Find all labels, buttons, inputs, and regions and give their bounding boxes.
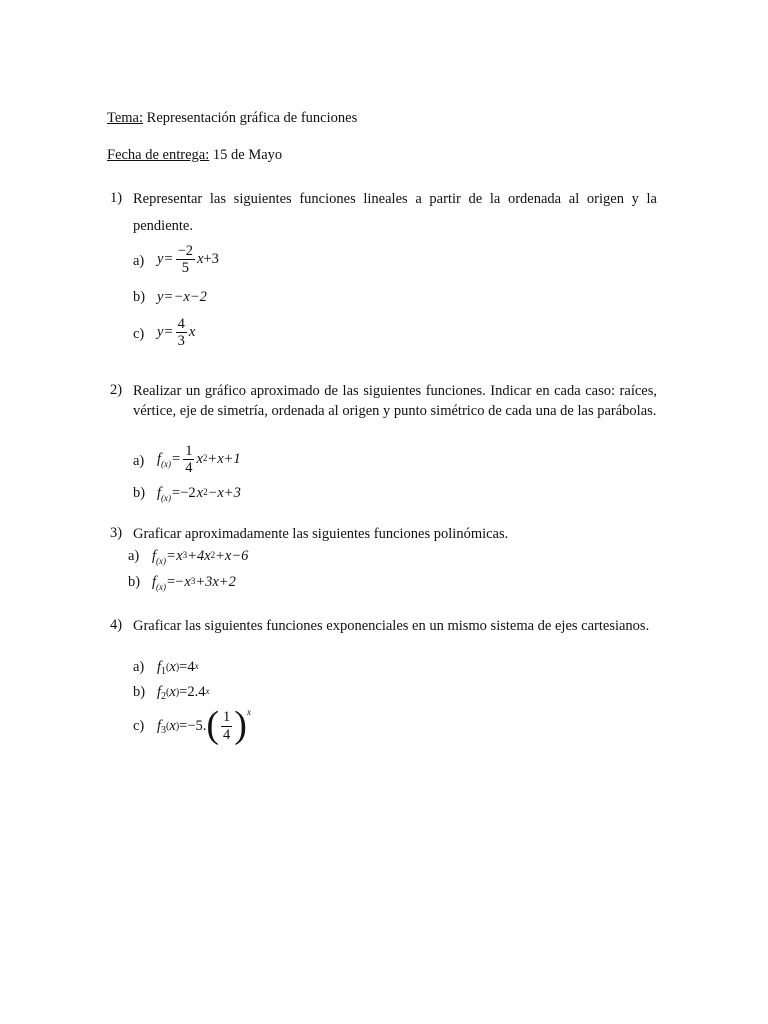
item-label: a)	[133, 659, 145, 675]
section-2-number: 2)	[110, 382, 123, 398]
topic-label: Tema:	[107, 110, 144, 126]
equation: f (x) =− x $^3$ +3x+2	[152, 574, 236, 592]
item-label: a)	[133, 453, 145, 469]
item-label: a)	[133, 253, 145, 269]
fraction: $\frac{4}{3}$	[177, 316, 185, 349]
section-4-number: 4)	[110, 617, 123, 633]
topic-line	[107, 109, 357, 127]
equation: y = −x−2	[157, 289, 207, 305]
fraction: $\frac{-2}{5}$	[177, 243, 194, 276]
due-date-line	[107, 146, 282, 164]
item-label: b)	[133, 684, 146, 700]
fraction: $\frac{1}{4}$	[185, 443, 193, 476]
equation: y = $\frac{4}{3}$ x	[157, 316, 196, 349]
item-label: a)	[128, 548, 140, 564]
topic-value: Representación gráfica de funciones	[143, 110, 358, 126]
item-label: b)	[128, 574, 141, 590]
equation: f 3 ( x ) =−5. ( $\frac{1}{4}$ ) $^x$	[157, 704, 251, 746]
equation: f (x) = $\frac{1}{4}$ x $^2$ +x+1	[157, 443, 241, 476]
item-label: c)	[133, 718, 145, 734]
equation: f (x) = x $^3$ +4x $^2$ +x−6	[152, 548, 249, 566]
item-label: c)	[133, 326, 145, 342]
equation: f 2 ( x ) =2.4 $^x$	[157, 684, 210, 702]
due-date-label: Fecha de entrega:	[107, 147, 210, 163]
item-label: b)	[133, 289, 146, 305]
item-label: b)	[133, 485, 146, 501]
equation: f 1 ( x ) =4 $^x$	[157, 659, 199, 677]
due-date-value: 15 de Mayo	[209, 147, 283, 163]
equation: f (x) =−2 x $^2$ −x+3	[157, 485, 241, 503]
section-2-text: Realizar un gráfico aproximado de las siguientes funciones. Indicar en cada caso: raíces, vértice, eje de simetría, ordenada al origen y punto simétrico de cada una de las parábolas.	[133, 383, 657, 419]
section-3-text: Graficar aproximadamente las siguientes funciones polinómicas.	[133, 526, 509, 542]
equation: y = $\frac{-2}{5}$ x +3	[157, 243, 219, 276]
section-4-text: Graficar las siguientes funciones exponenciales en un mismo sistema de ejes cartesianos.	[133, 618, 650, 634]
section-3-number: 3)	[110, 525, 123, 541]
section-1-number: 1)	[110, 190, 123, 206]
section-1-text: Representar las siguientes funciones lineales a partir de la ordenada al origen y la pendiente.	[133, 191, 657, 234]
fraction: $\frac{1}{4}$	[223, 708, 231, 743]
